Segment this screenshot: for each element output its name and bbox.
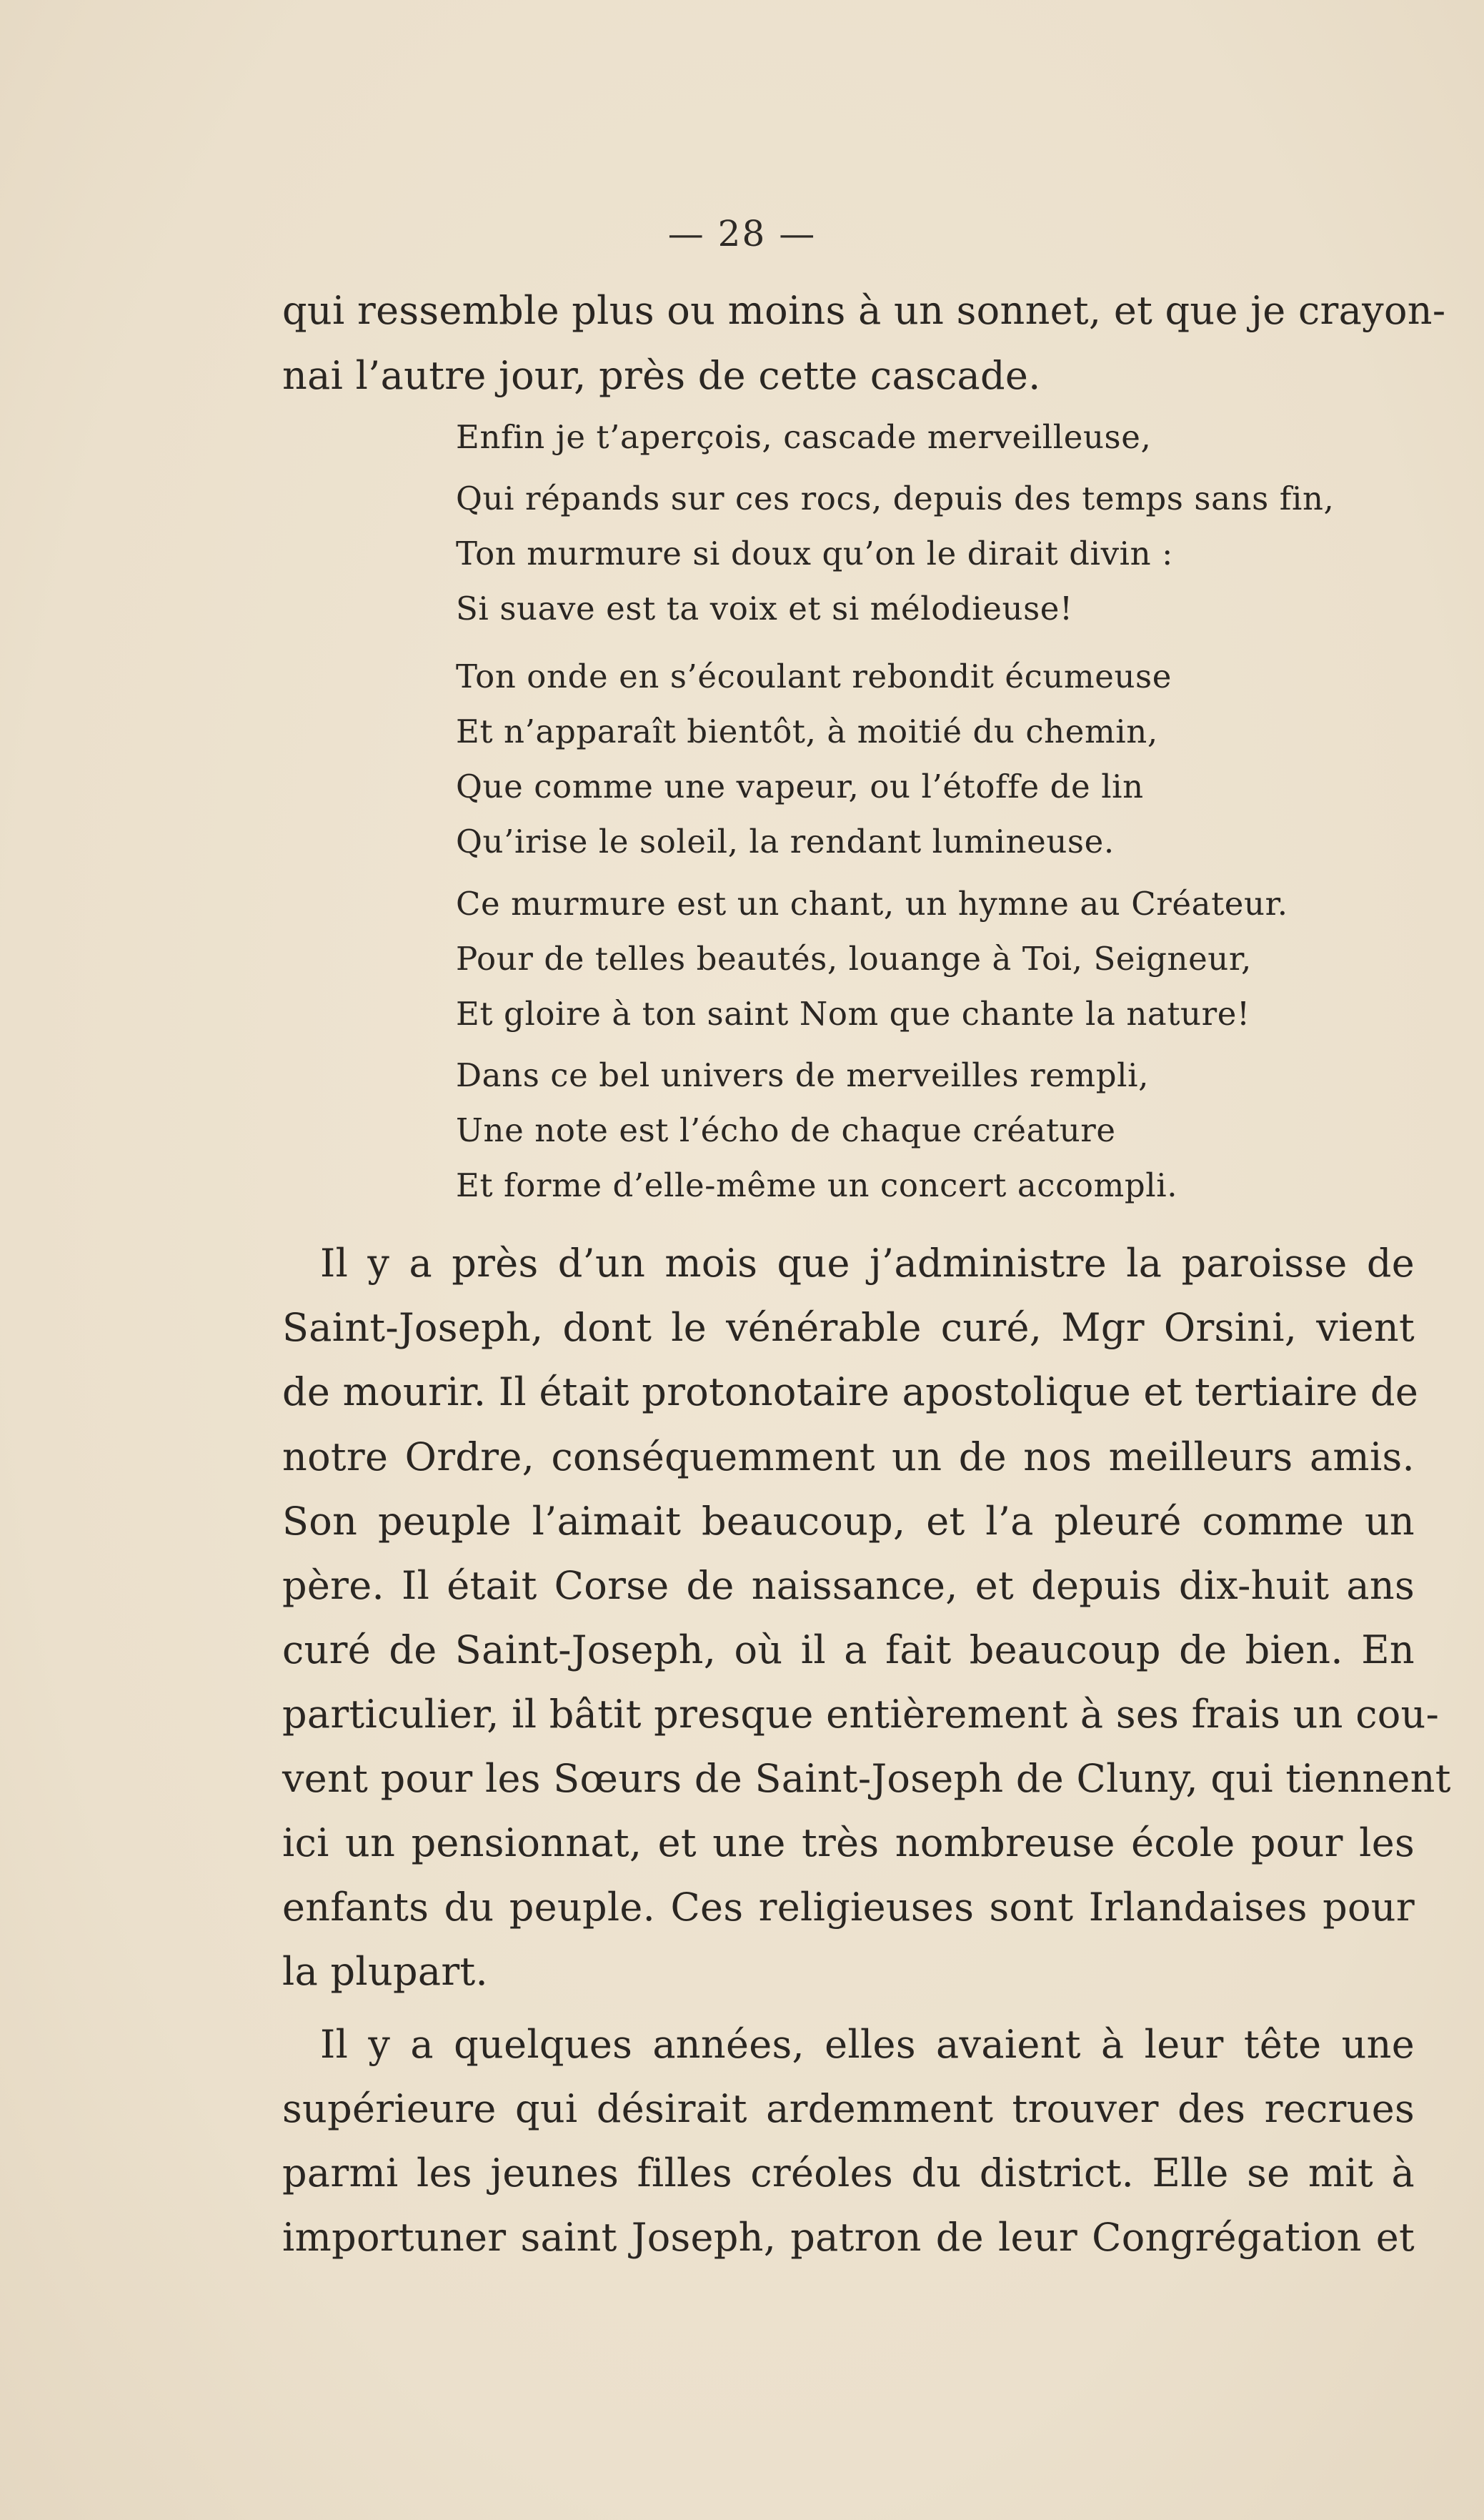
paragraph-line: importuner saint Joseph, patron de leur Congrégation et <box>282 2215 1415 2260</box>
paragraph-line: notre Ordre, conséquemment un de nos meilleurs amis. <box>282 1434 1415 1479</box>
intro-line: qui ressemble plus ou moins à un sonnet, et que je crayon- <box>282 288 1446 333</box>
poem-line: Et gloire à ton saint Nom que chante la nature! <box>456 995 1250 1033</box>
poem-line: Et forme d’elle-même un concert accompli. <box>456 1166 1178 1204</box>
poem-line: Dans ce bel univers de merveilles rempli, <box>456 1056 1149 1094</box>
poem-line: Et n’apparaît bientôt, à moitié du chemin, <box>456 713 1158 750</box>
poem-line: Ce murmure est un chant, un hymne au Créateur. <box>456 885 1288 923</box>
paragraph-line: curé de Saint-Joseph, où il a fait beaucoup de bien. En <box>282 1627 1415 1672</box>
poem-line: Si suave est ta voix et si mélodieuse! <box>456 590 1073 627</box>
paragraph-line: de mourir. Il était protonotaire apostolique et tertiaire de <box>282 1369 1419 1414</box>
poem-line: Pour de telles beautés, louange à Toi, Seigneur, <box>456 940 1252 978</box>
paragraph-line: vent pour les Sœurs de Saint-Joseph de Cluny, qui tiennent <box>282 1756 1451 1801</box>
poem-line: Enfin je t’aperçois, cascade merveilleuse, <box>456 418 1152 456</box>
paragraph-line: Il y a quelques années, elles avaient à leur tête une <box>320 2022 1415 2067</box>
poem-line: Qu’irise le soleil, la rendant lumineuse. <box>456 823 1115 860</box>
poem-line: Que comme une vapeur, ou l’étoffe de lin <box>456 768 1144 805</box>
paragraph-line: Il y a près d’un mois que j’administre la paroisse de <box>320 1241 1415 1286</box>
paragraph-line: Saint-Joseph, dont le vénérable curé, Mgr Orsini, vient <box>282 1305 1415 1350</box>
paragraph-line: ici un pensionnat, et une très nombreuse école pour les <box>282 1820 1415 1865</box>
page-number: — 28 — <box>667 213 817 254</box>
paragraph-line: supérieure qui désirait ardemment trouver des recrues <box>282 2086 1415 2131</box>
poem-line: Ton murmure si doux qu’on le dirait divin : <box>456 535 1173 572</box>
poem-line: Qui répands sur ces rocs, depuis des temps sans fin, <box>456 480 1335 517</box>
paragraph-line: enfants du peuple. Ces religieuses sont Irlandaises pour <box>282 1885 1415 1930</box>
paragraph-line: particulier, il bâtit presque entièrement à ses frais un cou- <box>282 1692 1440 1737</box>
paragraph-line: Son peuple l’aimait beaucoup, et l’a pleuré comme un <box>282 1499 1415 1544</box>
poem-line: Ton onde en s’écoulant rebondit écumeuse <box>456 658 1172 695</box>
intro-line: nai l’autre jour, près de cette cascade. <box>282 353 1041 398</box>
paragraph-line: parmi les jeunes filles créoles du district. Elle se mit à <box>282 2151 1415 2196</box>
paragraph-line: la plupart. <box>282 1949 488 1994</box>
poem-line: Une note est l’écho de chaque créature <box>456 1111 1116 1149</box>
paragraph-line: père. Il était Corse de naissance, et depuis dix-huit ans <box>282 1563 1415 1608</box>
